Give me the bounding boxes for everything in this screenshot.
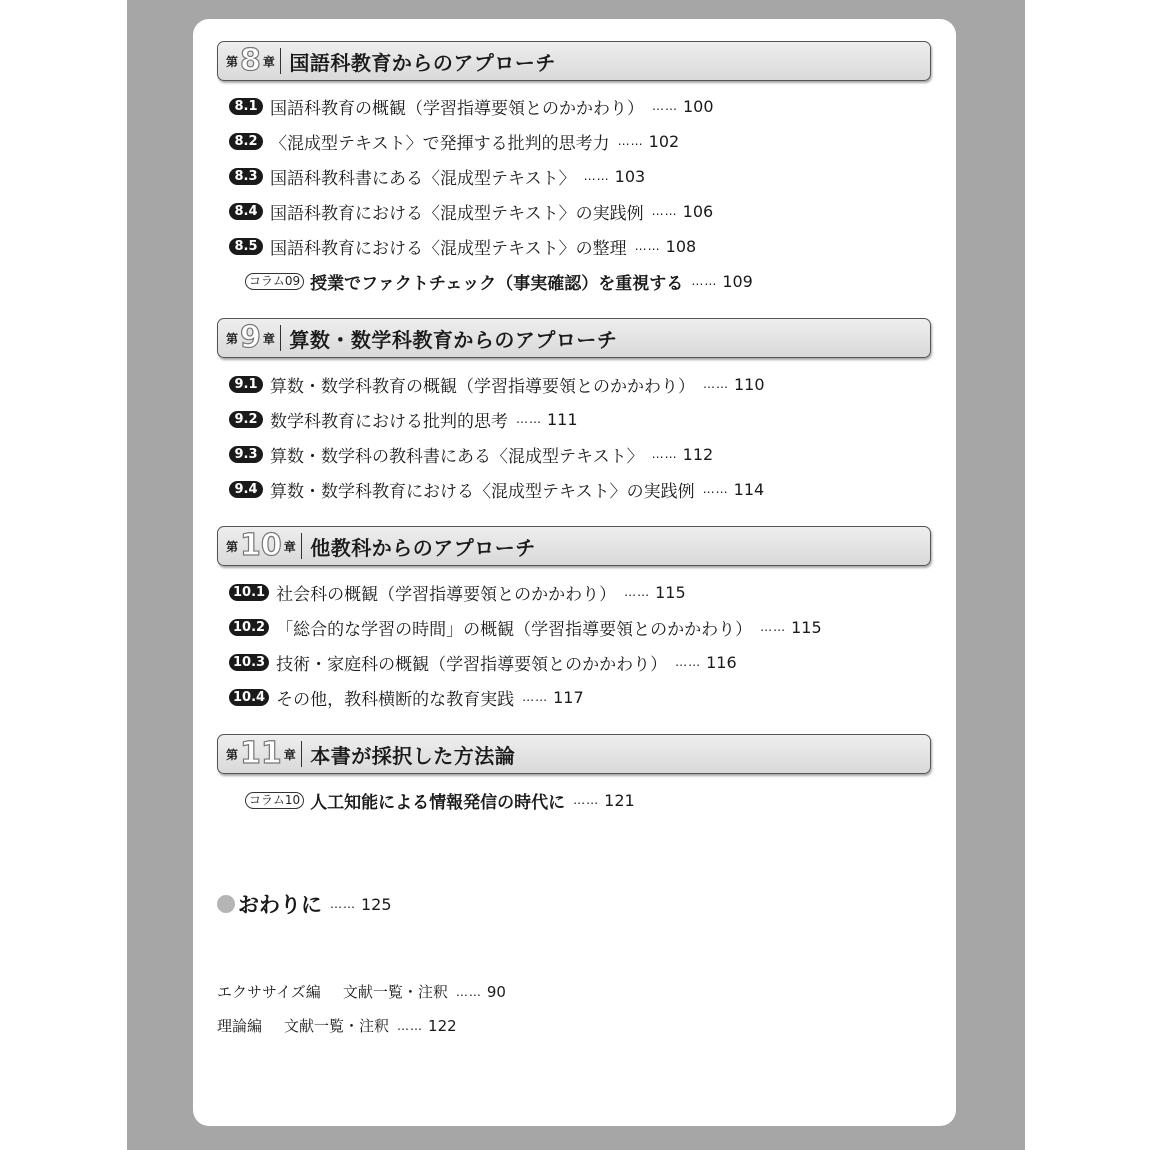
page-number: 103 bbox=[614, 166, 646, 186]
chapter-10-header[interactable] bbox=[217, 526, 931, 566]
page-number: 115 bbox=[655, 582, 686, 602]
section-title: その他，教科横断的な教育実践 bbox=[276, 689, 515, 710]
dot-leader: …… bbox=[583, 169, 610, 183]
column-badge: コラム09 bbox=[245, 273, 304, 290]
chapter-9-header[interactable] bbox=[217, 318, 931, 358]
bullet-dot-icon bbox=[217, 895, 235, 913]
chapter-suffix: 章 bbox=[262, 331, 275, 346]
section-title: 国語科教育における〈混成型テキスト〉の実践例 bbox=[270, 203, 644, 224]
chapter-number-label bbox=[218, 528, 296, 563]
section-badge: 9.4 bbox=[229, 481, 263, 498]
toc-entry-10-1[interactable] bbox=[229, 580, 686, 604]
section-badge: 10.4 bbox=[229, 689, 269, 706]
column-title: 人工知能による情報発信の時代に bbox=[310, 792, 566, 813]
chapter-title: 算数・数学科教育からのアプローチ bbox=[289, 327, 618, 352]
page-number: 114 bbox=[733, 479, 765, 499]
reference-part: エクササイズ編 bbox=[217, 983, 321, 1001]
section-title: 国語科教育における〈混成型テキスト〉の整理 bbox=[270, 238, 627, 259]
toc-entry-8-5[interactable] bbox=[229, 234, 696, 258]
chapter-suffix: 章 bbox=[262, 54, 275, 69]
column-title: 授業でファクトチェック（事実確認）を重視する bbox=[310, 273, 684, 294]
dot-leader: …… bbox=[573, 793, 600, 807]
page-number: 108 bbox=[665, 236, 697, 256]
section-badge: 8.5 bbox=[229, 238, 263, 255]
chapter-number: 11 bbox=[240, 736, 282, 771]
page-number: 109 bbox=[722, 271, 753, 291]
toc-closing[interactable] bbox=[217, 889, 392, 919]
page-number: 125 bbox=[361, 894, 392, 914]
dot-leader: …… bbox=[675, 655, 702, 669]
toc-entry-10-2[interactable] bbox=[229, 615, 822, 639]
section-title: 〈混成型テキスト〉で発揮する批判的思考力 bbox=[270, 133, 610, 154]
dot-leader: …… bbox=[760, 620, 787, 634]
section-badge: 8.3 bbox=[229, 168, 263, 185]
page-number: 117 bbox=[553, 687, 584, 707]
section-title: 「総合的な学習の時間」の概観（学習指導要領とのかかわり） bbox=[276, 619, 753, 640]
dot-leader: …… bbox=[652, 99, 678, 113]
chapter-prefix: 第 bbox=[226, 539, 239, 554]
dot-leader: …… bbox=[651, 204, 678, 218]
dot-leader: …… bbox=[691, 274, 718, 288]
section-badge: 9.3 bbox=[229, 446, 263, 463]
page-number: 102 bbox=[648, 131, 680, 151]
chapter-prefix: 第 bbox=[226, 331, 239, 346]
chapter-number-label bbox=[218, 736, 296, 771]
section-title: 算数・数学科教育の概観（学習指導要領とのかかわり） bbox=[270, 376, 695, 397]
section-badge: 8.2 bbox=[229, 133, 263, 150]
section-badge: 10.3 bbox=[229, 654, 269, 671]
toc-entry-9-3[interactable] bbox=[229, 442, 713, 466]
toc-reference-exercise[interactable] bbox=[217, 981, 506, 1002]
page-number: 122 bbox=[428, 1016, 457, 1035]
section-badge: 10.2 bbox=[229, 619, 269, 636]
chapter-title: 他教科からのアプローチ bbox=[310, 535, 536, 560]
chapter-number-label bbox=[218, 320, 275, 355]
chapter-prefix: 第 bbox=[226, 747, 239, 762]
toc-entry-8-2[interactable] bbox=[229, 129, 679, 153]
chapter-number: 10 bbox=[240, 528, 282, 563]
page-number: 116 bbox=[706, 652, 737, 672]
section-badge: 8.4 bbox=[229, 203, 263, 220]
section-title: 国語科教科書にある〈混成型テキスト〉 bbox=[270, 168, 576, 189]
dot-leader: …… bbox=[703, 377, 729, 391]
page-number: 121 bbox=[604, 790, 635, 810]
toc-entry-9-1[interactable] bbox=[229, 372, 765, 396]
toc-column-09[interactable] bbox=[229, 269, 753, 293]
reference-title: 文献一覧・注釈 bbox=[342, 983, 448, 1001]
dot-leader: …… bbox=[455, 984, 482, 999]
chapter-suffix: 章 bbox=[283, 539, 296, 554]
section-title: 数学科教育における批判的思考 bbox=[270, 411, 508, 432]
page-number: 110 bbox=[734, 374, 765, 394]
toc-entry-8-4[interactable] bbox=[229, 199, 713, 223]
chapter-divider bbox=[301, 741, 303, 767]
page-number: 111 bbox=[547, 409, 578, 429]
chapter-divider bbox=[280, 48, 282, 74]
section-badge: 9.2 bbox=[229, 411, 263, 428]
dot-leader: …… bbox=[522, 690, 549, 704]
page-number: 90 bbox=[486, 982, 506, 1001]
toc-entry-10-3[interactable] bbox=[229, 650, 737, 674]
section-title: 技術・家庭科の概観（学習指導要領とのかかわり） bbox=[276, 654, 668, 675]
section-badge: 10.1 bbox=[229, 584, 269, 601]
closing-title: おわりに bbox=[238, 893, 322, 917]
chapter-divider bbox=[280, 325, 282, 351]
dot-leader: …… bbox=[651, 447, 678, 461]
chapter-title: 本書が採択した方法論 bbox=[310, 743, 516, 768]
chapter-number-label bbox=[218, 43, 275, 78]
reference-title: 文献一覧・注釈 bbox=[284, 1017, 390, 1035]
toc-entry-8-3[interactable] bbox=[229, 164, 645, 188]
toc-entry-9-4[interactable] bbox=[229, 477, 764, 501]
dot-leader: …… bbox=[702, 482, 729, 496]
page-number: 115 bbox=[791, 617, 822, 637]
section-badge: 8.1 bbox=[229, 98, 263, 115]
dot-leader: …… bbox=[624, 585, 651, 599]
dot-leader: …… bbox=[516, 412, 542, 426]
section-title: 算数・数学科教育における〈混成型テキスト〉の実践例 bbox=[270, 481, 695, 502]
page-number: 106 bbox=[682, 201, 714, 221]
toc-page bbox=[193, 19, 956, 1126]
chapter-prefix: 第 bbox=[226, 54, 239, 69]
dot-leader: …… bbox=[397, 1018, 424, 1033]
chapter-11-header[interactable] bbox=[217, 734, 931, 774]
chapter-title: 国語科教育からのアプローチ bbox=[289, 50, 556, 75]
reference-part: 理論編 bbox=[217, 1017, 263, 1035]
toc-entry-8-1[interactable] bbox=[229, 94, 714, 118]
page-number: 112 bbox=[682, 444, 714, 464]
section-badge: 9.1 bbox=[229, 376, 263, 393]
dot-leader: …… bbox=[330, 897, 356, 911]
toc-entry-9-2[interactable] bbox=[229, 407, 578, 431]
chapter-number: 8 bbox=[240, 43, 261, 78]
dot-leader: …… bbox=[617, 134, 644, 148]
chapter-number: 9 bbox=[240, 320, 261, 355]
toc-reference-theory[interactable] bbox=[217, 1015, 457, 1036]
chapter-divider bbox=[301, 533, 303, 559]
toc-entry-10-4[interactable] bbox=[229, 685, 584, 709]
dot-leader: …… bbox=[634, 239, 661, 253]
chapter-suffix: 章 bbox=[283, 747, 296, 762]
section-title: 社会科の概観（学習指導要領とのかかわり） bbox=[276, 584, 617, 605]
chapter-8-header[interactable] bbox=[217, 41, 931, 81]
section-title: 算数・数学科の教科書にある〈混成型テキスト〉 bbox=[270, 446, 644, 467]
section-title: 国語科教育の概観（学習指導要領とのかかわり） bbox=[270, 98, 644, 119]
page-number: 100 bbox=[683, 96, 714, 116]
toc-column-10[interactable] bbox=[229, 788, 635, 812]
column-badge: コラム10 bbox=[245, 792, 304, 809]
